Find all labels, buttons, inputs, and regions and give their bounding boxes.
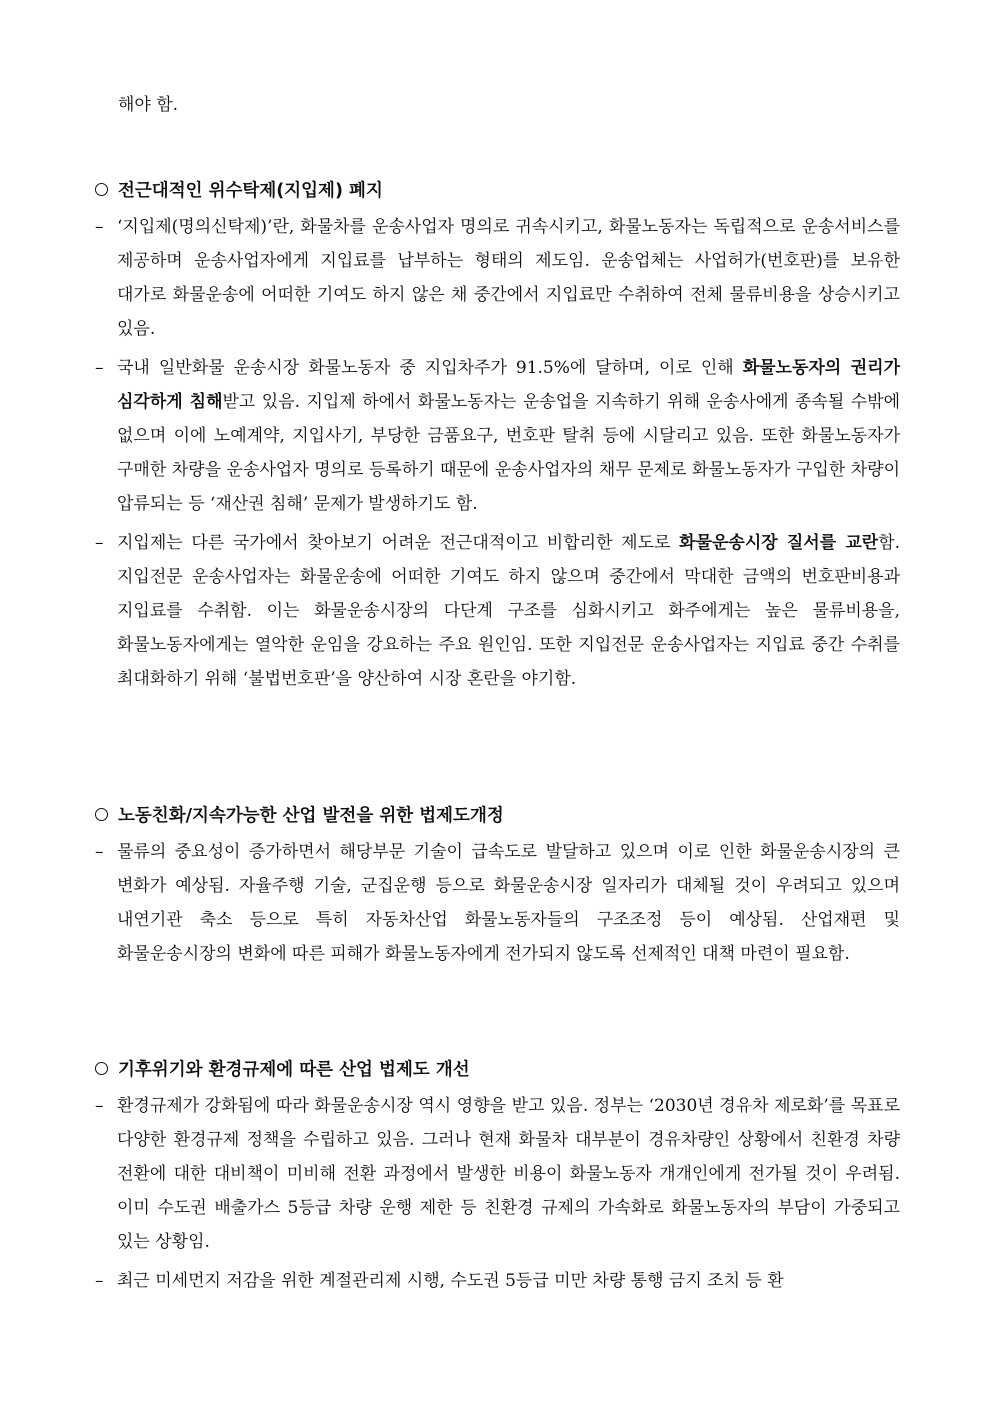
list-item: – 최근 미세먼지 저감을 위한 계절관리제 시행, 수도권 5등급 미만 차량 통행 금지 조치 등 환: [95, 1264, 900, 1298]
continuation-text: 해야 함.: [118, 95, 179, 115]
list-item: – 물류의 중요성이 증가하면서 해당부문 기술이 급속도로 발달하고 있으며 이로 인한 화물운송시장의 큰 변화가 예상됨. 자율주행 기술, 군집운행 등으로 화물운송시장 일자리가 대체될 것이 우려되고 있으며 내연기관 축소 등으로 특히 자동차산업 화물노동자들의 구조조정 등이 예상됨. 산업재편 및 화물운송시장의 변화에 따른 피해가 화물노동자에게 전가되지 않도록 선제적인 대책 마련이 필요함.: [95, 835, 900, 971]
section-heading-text: 노동친화/지속가능한 산업 발전을 위한 법제도개정: [118, 805, 504, 826]
dash-bullet: –: [95, 842, 104, 862]
dash-bullet: –: [95, 217, 104, 237]
section-jiip-abolition: [95, 172, 900, 701]
dash-bullet: –: [95, 1271, 104, 1291]
list-item: – 지입제는 다른 국가에서 찾아보기 어려운 전근대적이고 비합리한 제도로 화물운송시장 질서를 교란함. 지입전문 운송사업자는 화물운송에 어떠한 기여도 하지 않으며 중간에서 막대한 금액의 번호판비용과 지입료를 수취함. 이는 화물운송시장의 다단계 구조를 심화시키고 화주에게는 높은 물류비용을, 화물노동자에게는 열악한 운임을 강요하는 주요 원인임. 또한 지입전문 운송사업자는 지입료 중간 수취를 최대화하기 위해 ‘불법번호판’을 양산하여 시장 혼란을 야기함.: [95, 526, 900, 696]
section-climate-regulation: [95, 1051, 900, 1303]
section-heading: [95, 172, 900, 206]
circle-bullet-icon: [95, 1062, 108, 1075]
circle-bullet-icon: [95, 808, 108, 821]
dash-bullet: –: [95, 358, 104, 378]
emphasis-text: 화물운송시장 질서를 교란: [679, 533, 879, 553]
section-heading-text: 기후위기와 환경규제에 따른 산업 법제도 개선: [118, 1059, 470, 1080]
list-item: – ‘지입제(명의신탁제)’란, 화물차를 운송사업자 명의로 귀속시키고, 화물노동자는 독립적으로 운송서비스를 제공하며 운송사업자에게 지입료를 납부하는 형태의 제도임. 운송업체는 사업허가(번호판)를 보유한 대가로 화물운송에 어떠한 기여도 하지 않은 채 중간에서 지입료만 수취하여 전체 물류비용을 상승시키고 있음.: [95, 210, 900, 346]
circle-bullet-icon: [95, 183, 108, 196]
dash-bullet: –: [95, 533, 104, 553]
section-heading: [95, 1051, 900, 1085]
list-item: – 국내 일반화물 운송시장 화물노동자 중 지입차주가 91.5%에 달하며, 이로 인해 화물노동자의 권리가 심각하게 침해받고 있음. 지입제 하에서 화물노동자는 운송업을 지속하기 위해 운송사에게 종속될 수밖에 없으며 이에 노예계약, 지입사기, 부당한 금품요구, 번호판 탈취 등에 시달리고 있음. 또한 화물노동자가 구매한 차량을 운송사업자 명의로 등록하기 때문에 운송사업자의 채무 문제로 화물노동자가 구입한 차량이 압류되는 등 ‘재산권 침해’ 문제가 발생하기도 함.: [95, 351, 900, 521]
dash-bullet: –: [95, 1096, 104, 1116]
emphasis-text: 화물노동자의 권리가 심각하게 침해: [117, 358, 901, 412]
list-item: – 환경규제가 강화됨에 따라 화물운송시장 역시 영향을 받고 있음. 정부는 ‘2030년 경유차 제로화’를 목표로 다양한 환경규제 정책을 수립하고 있음. 그러나 현재 화물차 대부분이 경유차량인 상황에서 친환경 차량 전환에 대한 대비책이 미비해 전환 과정에서 발생한 비용이 화물노동자 개개인에게 전가될 것이 우려됨. 이미 수도권 배출가스 5등급 차량 운행 제한 등 친환경 규제의 가속화로 화물노동자의 부담이 가중되고 있는 상황임.: [95, 1089, 900, 1259]
section-heading: [95, 797, 900, 831]
section-labor-friendly-law: [95, 797, 900, 976]
section-heading-text: 전근대적인 위수탁제(지입제) 폐지: [118, 180, 383, 201]
